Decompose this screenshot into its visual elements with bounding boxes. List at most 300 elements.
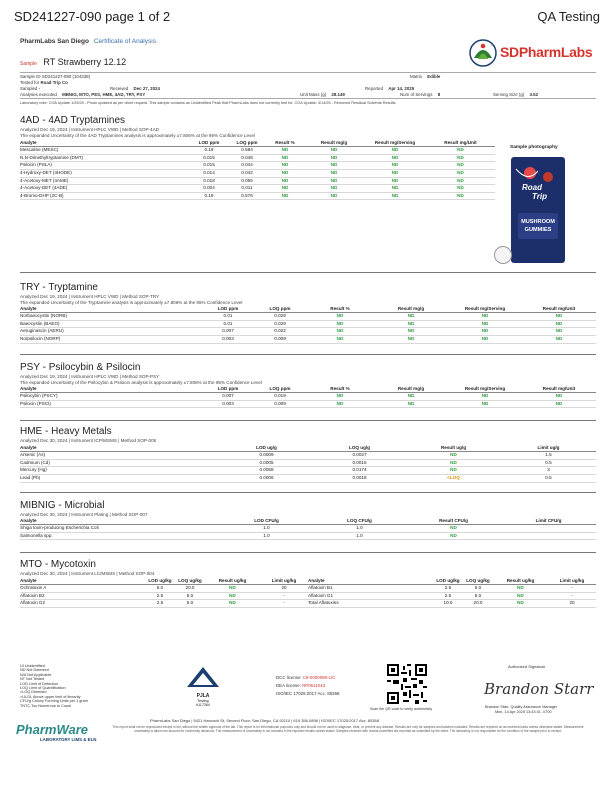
table-cell: 0.0005	[220, 459, 313, 467]
table-cell: -	[548, 585, 596, 593]
table-row	[20, 585, 596, 593]
table-cell: ND	[304, 192, 364, 200]
table-cell: ND	[493, 600, 548, 608]
table-cell: Cadmium (Cd)	[20, 459, 220, 467]
column-header: Result mg/Serving	[448, 306, 522, 313]
table-cell: ND	[426, 162, 495, 170]
table-cell: Aflatoxin G2	[20, 600, 145, 608]
column-header: LOQ ppm	[228, 140, 266, 147]
table-cell: ND	[448, 393, 522, 401]
table-cell: 0.01	[202, 313, 254, 321]
lab-note: Laboratory note: COA Update 1/25/25 - Photo updated as per client request. This sample contains an Unidentified Peak that PharmLabs does not currently test for. COA Update: 4/14/25 - Removed Residual Solvents Results.	[20, 101, 397, 105]
column-header: Result mg/Serving	[448, 386, 522, 393]
servings-label: Num of Servings	[400, 92, 433, 97]
table-cell: 0.009	[254, 400, 306, 408]
table-cell: ND	[522, 393, 596, 401]
table-cell: ND	[266, 185, 304, 193]
signature-image: Brandon Starr	[484, 680, 594, 698]
pjla-badge	[186, 666, 220, 707]
legend-item: <LOQ Detected	[20, 690, 47, 695]
table-cell: 0.007	[202, 393, 254, 401]
table-cell: 5.0	[145, 585, 175, 593]
table-cell: ND	[426, 192, 495, 200]
table-cell: Baeocystin (BAEO)	[20, 320, 202, 328]
table-cell: 20	[548, 600, 596, 608]
table-cell: 0.576	[228, 192, 266, 200]
table-microbial	[20, 518, 596, 540]
table-cell: ND	[364, 185, 426, 193]
table-cell: 0.0174	[313, 467, 406, 475]
table-cell: ND	[306, 313, 374, 321]
column-header: Analyte	[20, 140, 190, 147]
table-cell: Total Aflatoxins	[308, 600, 433, 608]
column-header: LOD ug/kg	[145, 578, 175, 585]
legend-item: LOD Limit of Detection	[20, 681, 59, 686]
section-title-hme: HME - Heavy Metals	[20, 426, 112, 437]
table-cell: 1.0	[313, 525, 406, 533]
table-cell: Ochratoxin A	[20, 585, 145, 593]
table-cell: 0.042	[228, 169, 266, 177]
section-uncert-try: The expanded Uncertainty of the Tryptamine analysis is approximately ±7.806% at the 95% Confidence Level	[20, 300, 243, 305]
table-cell: ND	[304, 154, 364, 162]
table-cell: -	[548, 592, 596, 600]
table-cell: ND	[364, 169, 426, 177]
legend-item: CFU/g Colony Forming Units per 1 gram	[20, 699, 88, 704]
column-header: Analyte	[20, 578, 145, 585]
table-cell: Aflatoxin G1	[308, 592, 433, 600]
table-cell: ND	[205, 592, 260, 600]
table-cell: 5.0	[463, 585, 493, 593]
column-header: Analyte	[20, 445, 220, 452]
table-row	[20, 600, 596, 608]
table-cell: Aflatoxin B1	[308, 585, 433, 593]
table-cell: 0.01	[202, 320, 254, 328]
column-header: LOD ppm	[190, 140, 228, 147]
table-cell: ND	[205, 585, 260, 593]
qr-code-icon	[387, 664, 427, 704]
table-cell: Psilocin (PSLA)	[20, 162, 190, 170]
table-cell: Aflatoxin B2	[20, 592, 145, 600]
table-row	[20, 313, 596, 321]
column-header: LOD ug/g	[220, 445, 313, 452]
table-cell: Norpsilocin (NORP)	[20, 335, 202, 343]
table-cell: ND	[364, 192, 426, 200]
sampled-field	[20, 86, 40, 91]
table-cell: ND	[374, 328, 448, 336]
table-cell: ND	[304, 147, 364, 155]
column-header: LOQ ug/kg	[463, 578, 493, 585]
table-cell: ND	[205, 600, 260, 608]
table-cell: ND	[493, 585, 548, 593]
table-cell	[501, 525, 596, 533]
table-cell: 1.5	[501, 452, 596, 460]
table-cell: Mercury (Hg)	[20, 467, 220, 475]
table-cell: 0.19	[190, 192, 228, 200]
section-analyzed-microbial: Analyzed Dec 30, 2024 | Instrument Plating | Method SOP-007	[20, 512, 148, 517]
table-row	[20, 154, 495, 162]
reported-label: Reported	[365, 86, 384, 91]
column-header: LOQ ug/kg	[175, 578, 205, 585]
table-cell: ND	[266, 154, 304, 162]
legend-item: >ULOL Above upper limit of linearity	[20, 694, 81, 699]
tested-for-label: Tested for	[20, 80, 40, 85]
received-value: Dec 27, 2024	[133, 86, 160, 91]
table-cell: ND	[266, 177, 304, 185]
table-cell: ND	[374, 393, 448, 401]
legend-item: TNTC Too Numerous to Count	[20, 703, 72, 708]
table-cell: N,N-Dimethyltryptamine (DMT)	[20, 154, 190, 162]
table-cell: ND	[306, 393, 374, 401]
table-cell: Lead (Pb)	[20, 474, 220, 482]
table-cell: ND	[306, 335, 374, 343]
table-cell: 0.019	[254, 393, 306, 401]
dea-label: DEA license:	[276, 683, 301, 688]
table-cell: ND	[406, 467, 501, 475]
unit-mass-field	[300, 92, 345, 97]
table-cell: 1.0	[313, 532, 406, 540]
logo-emblem-icon	[466, 38, 500, 68]
table-cell: 0.0058	[220, 467, 313, 475]
column-header: Analyte	[20, 306, 202, 313]
table-cell: -	[260, 592, 308, 600]
analyses-value: MBNIG, MTO, PES, HME, 4AD, TRY, PSY	[62, 92, 146, 97]
table-row	[20, 532, 596, 540]
section-title-try: TRY - Tryptamine	[20, 282, 98, 293]
table-cell: 10.0	[433, 600, 463, 608]
table-cell: ND	[448, 320, 522, 328]
table-row	[20, 192, 495, 200]
table-cell: 4-Acetoxy-DET (4ADE)	[20, 185, 190, 193]
table-try	[20, 306, 596, 344]
sampled-label: Sampled	[20, 86, 38, 91]
table-cell: Arsenic (As)	[20, 452, 220, 460]
table-cell: ND	[306, 320, 374, 328]
section-title-microbial: MIBNIG - Microbial	[20, 500, 105, 511]
pharmware-subtext: LABORATORY LIMS & ELN	[40, 737, 97, 742]
serving-size-value: 3.52	[529, 92, 539, 97]
table-cell: ND	[522, 328, 596, 336]
legend-item: NT Not Tested	[20, 677, 45, 682]
table-cell: 5.0	[175, 600, 205, 608]
column-header: LOD ppm	[202, 306, 254, 313]
lab-name	[20, 38, 156, 45]
signature-name: Brandon Starr, Quality Assurance Manager	[485, 705, 558, 709]
table-cell: Salmonella spp.	[20, 532, 220, 540]
table-cell: 0.011	[228, 185, 266, 193]
column-header: Result mg/g	[304, 140, 364, 147]
dcc-label: DCC license:	[276, 675, 302, 680]
footer-disclaimer: This report shall not be reproduced except in full, without the written approval of the lab. This report is for informational purposes only and should not be used to diagnose, treat, or prevent any disease. Results are only for samples and batches indicated. Results are reported on as-received basis unless otherwise stated. Measurement uncertainty is taken into account for conformity decisions. The measurement of uncertainty is not included in the reported results unless stated. Samples received with results unverified are reported as submitted by the client. The laboratory is not responsible for the condition of the sample prior to receipt.	[112, 725, 584, 733]
table-cell: ND	[426, 154, 495, 162]
dea-license	[276, 682, 339, 690]
table-cell: ND	[304, 185, 364, 193]
table-cell: Norbaeocystin (NORB)	[20, 313, 202, 321]
table-cell: Shiga toxin-producing Escherichia Coli	[20, 525, 220, 533]
table-cell: 5.0	[175, 592, 205, 600]
table-4ad	[20, 140, 495, 200]
table-cell: 0.0027	[313, 452, 406, 460]
table-row	[20, 393, 596, 401]
table-cell: ND	[493, 592, 548, 600]
table-cell: 0.014	[190, 169, 228, 177]
signature-label: Authorized Signature	[508, 664, 546, 669]
table-row	[20, 400, 596, 408]
pjla-num: #117364	[196, 703, 210, 707]
section-analyzed-try: Analyzed Dec 19, 2024 | Instrument HPLC VWD | Method SOP-TRY	[20, 294, 160, 299]
table-cell: 0.048	[228, 154, 266, 162]
qa-testing-title: QA Testing	[537, 9, 600, 24]
lab-name-text: PharmLabs San Diego	[20, 38, 89, 45]
table-cell: ND	[522, 313, 596, 321]
column-header: LOQ ppm	[254, 386, 306, 393]
table-row	[20, 474, 596, 482]
unit-mass-value: 28.149	[331, 92, 345, 97]
section-title-4ad: 4AD - 4AD Tryptamines	[20, 115, 126, 126]
table-cell: ND	[266, 192, 304, 200]
column-header: Result mg/Unit	[426, 140, 495, 147]
table-cell: ND	[426, 147, 495, 155]
table-hme	[20, 445, 596, 483]
table-cell: ND	[374, 335, 448, 343]
serving-size-label: Serving Size (g)	[493, 92, 525, 97]
table-cell: 0.022	[254, 328, 306, 336]
reported-value: Apr 14, 2025	[388, 86, 415, 91]
column-header: Result mg/Serving	[364, 140, 426, 147]
legend-item: LOQ Limit of Quantification	[20, 686, 66, 691]
table-row	[20, 335, 596, 343]
table-cell: ND	[304, 177, 364, 185]
table-cell: ND	[304, 169, 364, 177]
table-cell: 5.0	[463, 592, 493, 600]
table-mto	[20, 578, 596, 608]
table-cell: ND	[426, 177, 495, 185]
column-header: Limit ug/kg	[260, 578, 308, 585]
table-cell: ND	[306, 400, 374, 408]
table-cell: ND	[406, 459, 501, 467]
column-header: Result mg/Unit	[522, 386, 596, 393]
column-header: LOQ ug/g	[313, 445, 406, 452]
sample-photo	[508, 155, 568, 265]
legend-item: ND Not Detected	[20, 668, 49, 673]
table-row	[20, 162, 495, 170]
table-cell: ND	[304, 162, 364, 170]
table-cell: ND	[306, 328, 374, 336]
table-cell: 4-Bromo-DHP (2C-B)	[20, 192, 190, 200]
table-cell: 20	[260, 585, 308, 593]
table-cell: 0.029	[254, 320, 306, 328]
column-header: LOD ug/kg	[433, 578, 463, 585]
table-cell: Psilocybin (PSCY)	[20, 393, 202, 401]
received-field	[110, 86, 160, 91]
reported-field	[365, 86, 414, 91]
matrix-field	[410, 74, 440, 79]
gummies-package-image	[508, 155, 568, 265]
section-analyzed-hme: Analyzed Dec 30, 2024 | Instrument ICP/MSMS | Method SOP-005	[20, 438, 157, 443]
table-cell: Psilocin (PSCI)	[20, 400, 202, 408]
table-cell: ND	[266, 162, 304, 170]
table-cell: Mescaline (MESC)	[20, 147, 190, 155]
pharmware-text: PharmWare	[16, 722, 89, 737]
photo-label: Sample photography	[510, 145, 558, 150]
table-cell: 0.19	[190, 147, 228, 155]
pharmware-logo	[16, 722, 96, 742]
section-title-psy: PSY - Psilocybin & Psilocin	[20, 362, 141, 373]
table-row	[20, 147, 495, 155]
legend-item: N/A Not Applicable	[20, 672, 52, 677]
column-header: Analyte	[20, 386, 202, 393]
table-cell	[501, 532, 596, 540]
table-cell: 0.015	[190, 162, 228, 170]
table-cell: 2.5	[145, 592, 175, 600]
table-cell: ND	[406, 532, 501, 540]
sdpharmlabs-logo	[466, 38, 598, 68]
pjla-text: PJLA	[196, 693, 210, 699]
serving-size-field	[493, 92, 538, 97]
table-cell: 4-Acetoxy-MET (4AME)	[20, 177, 190, 185]
table-cell: ND	[426, 169, 495, 177]
table-cell: ND	[522, 320, 596, 328]
sample-heading	[20, 52, 126, 70]
table-cell: ND	[448, 400, 522, 408]
sample-id: Sample ID SD241227-090 (104339)	[20, 74, 91, 79]
table-row	[20, 467, 596, 475]
table-cell: 0.5	[501, 474, 596, 482]
table-cell: ND	[266, 147, 304, 155]
table-cell: ND	[406, 452, 501, 460]
dcc-value: C8-0000096-LIC	[302, 675, 336, 680]
table-row	[20, 525, 596, 533]
servings-field	[400, 92, 440, 97]
column-header: Limit ug/kg	[548, 578, 596, 585]
table-row	[20, 592, 596, 600]
section-uncert-4ad: The expanded Uncertainty of the 4AD Tryptamines analysis is approximately ±7.806% at the 95% Confidence Level	[20, 133, 255, 138]
table-cell: ND	[522, 335, 596, 343]
table-cell: 0.0006	[220, 474, 313, 482]
logo-text: SDPharmLabs	[500, 44, 593, 60]
table-cell: 0.003	[202, 335, 254, 343]
table-cell: ND	[374, 313, 448, 321]
table-cell: -	[260, 600, 308, 608]
matrix-label: Matrix	[410, 74, 422, 79]
column-header: Result mg/Unit	[522, 306, 596, 313]
column-header: Result mg/g	[374, 386, 448, 393]
table-cell: 20.0	[175, 585, 205, 593]
table-row	[20, 185, 495, 193]
column-header: Result %	[266, 140, 304, 147]
column-header: Result %	[306, 306, 374, 313]
table-cell: ND	[448, 328, 522, 336]
table-row	[20, 452, 596, 460]
column-header: Result CFU/g	[406, 518, 501, 525]
table-cell: 2.5	[433, 592, 463, 600]
table-cell: 2.5	[433, 585, 463, 593]
dea-value: RP0511043	[302, 683, 326, 688]
received-label: Received	[110, 86, 129, 91]
table-cell: ND	[364, 147, 426, 155]
matrix-value: Edible	[427, 74, 441, 79]
section-analyzed-psy: Analyzed Dec 19, 2024 | Instrument HPLC VWD | Method SOP-PSY	[20, 374, 160, 379]
table-cell: 0.007	[202, 328, 254, 336]
tested-for-value: Road Trip Co	[40, 80, 68, 85]
column-header: LOQ CFU/g	[313, 518, 406, 525]
table-cell: ND	[364, 162, 426, 170]
column-header: Result ug/kg	[493, 578, 548, 585]
table-cell: 0.009	[254, 335, 306, 343]
table-cell: ND	[364, 177, 426, 185]
table-row	[20, 320, 596, 328]
signature-date: Mon, 14 Apr 2025 13:43:41 -0700	[495, 710, 552, 714]
table-cell: ND	[374, 320, 448, 328]
table-cell: 0.029	[254, 313, 306, 321]
photo-badge-icon	[494, 246, 512, 264]
qr-code[interactable]	[387, 664, 427, 704]
doc-id: SD241227-090 page 1 of 2	[14, 9, 171, 24]
table-cell: 1.0	[220, 525, 313, 533]
table-row	[20, 177, 495, 185]
qr-caption: Scan the QR code to verify authenticity	[370, 707, 433, 711]
tested-for-field	[20, 80, 68, 85]
table-cell: 0.0015	[313, 459, 406, 467]
table-cell: 3	[501, 467, 596, 475]
table-cell: 0.584	[228, 147, 266, 155]
table-cell: ND	[364, 154, 426, 162]
table-cell: ND	[406, 525, 501, 533]
abbreviation-legend	[20, 664, 88, 708]
table-cell: ND	[448, 335, 522, 343]
table-row	[20, 328, 596, 336]
table-cell: 2.5	[145, 600, 175, 608]
legend-item: UI Unidentified	[20, 664, 45, 668]
footer-address: PharmLabs San Diego | 5421 Hancock St, Second Floor, San Diego, CA 92110 | 619.356.0898 | ISO/IEC 17025:2017 Acc. 85368	[150, 718, 379, 723]
table-cell: <LOQ	[406, 474, 501, 482]
section-analyzed-4ad: Analyzed Dec 19, 2024 | Instrument HPLC VWD | Method SOP-4AD	[20, 127, 159, 132]
table-cell: Aeruginascin (AERU)	[20, 328, 202, 336]
table-cell: 4-Hydroxy-DET (4HODE)	[20, 169, 190, 177]
column-header: LOD CFU/g	[220, 518, 313, 525]
iso-accreditation: ISO/IEC 17025:2017 Acc. 85368	[276, 691, 340, 696]
table-cell: 0.044	[228, 162, 266, 170]
section-analyzed-mto: Analyzed Dec 30, 2024 | Instrument LC/MSMS | Method SOP-004	[20, 571, 155, 576]
sample-word: Sample	[20, 61, 37, 67]
table-cell: ND	[266, 169, 304, 177]
pkg-title-road: Road	[522, 183, 542, 192]
column-header: Analyte	[308, 578, 433, 585]
unit-mass-label: Unit Mass (g)	[300, 92, 327, 97]
pjla-sub: Testing	[197, 699, 209, 703]
table-cell: 0.015	[190, 154, 228, 162]
sample-name: RT Strawberry 12.12	[43, 57, 127, 67]
analyses-field	[20, 92, 145, 97]
table-cell: ND	[448, 313, 522, 321]
coa-label: Certificate of Analysis	[93, 38, 156, 45]
column-header: Limit CFU/g	[501, 518, 596, 525]
pkg-mushroom: MUSHROOM	[521, 219, 555, 225]
license-block	[276, 674, 339, 698]
servings-value: 8	[437, 92, 441, 97]
column-header: Limit ug/g	[501, 445, 596, 452]
section-uncert-psy: The expanded Uncertainty of the Psilocybin & Psilocin analysis is approximately ±7.806% at the 95% Confidence Level	[20, 380, 262, 385]
column-header: Result %	[306, 386, 374, 393]
table-cell: 0.5	[501, 459, 596, 467]
column-header: LOQ ppm	[254, 306, 306, 313]
pkg-title-trip: Trip	[532, 192, 547, 201]
section-title-mto: MTO - Mycotoxin	[20, 559, 96, 570]
table-cell: 0.003	[202, 400, 254, 408]
table-cell: 0.018	[190, 177, 228, 185]
table-row	[20, 169, 495, 177]
table-cell: ND	[426, 185, 495, 193]
table-cell: 0.0018	[313, 474, 406, 482]
